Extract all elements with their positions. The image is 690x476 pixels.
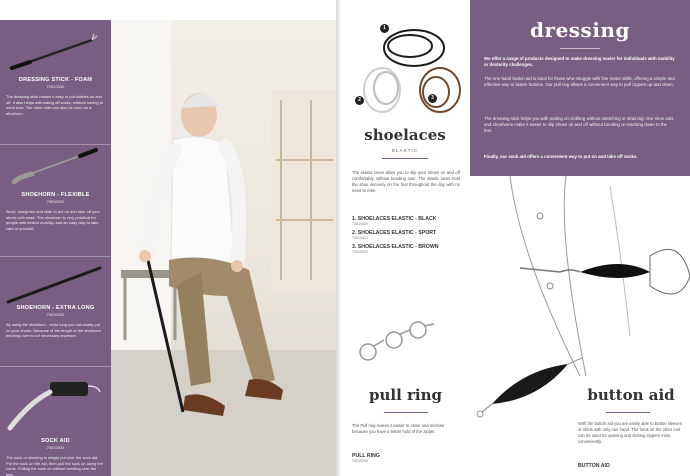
pull-ring-description: The Pull ring makes it easier to close and unclose because you have a better hold of the zipper.: [352, 423, 445, 434]
item-label: BUTTON AID: [578, 463, 610, 469]
item-description: The sock or stocking is simply put over the sock aid. Put the sock on the aid, then pull the sock on using the cords. Pulling the sock on without bending over the feet.: [6, 455, 103, 476]
shoehorn-long-image: [0, 258, 111, 308]
dressing-paragraph-1: We offer a range of products designed to make dressing easier for individuals with mobility or dexterity challenges.: [484, 56, 675, 67]
item-title: SHOEHORN - EXTRA LONG: [16, 305, 95, 311]
dressing-paragraph-2: The one-hand button aid is ideal for those who struggle with fine motor skills, offering a simple and effective way to fasten buttons. Our pull ring allows a convenient way to pull zippers up and down.: [484, 76, 675, 87]
item-code: 70010033: [46, 312, 65, 317]
shoelaces-description: The elastic laces allow you to slip your shoes on and off comfortably, without bending over. The elastic laces hold the shoe securely on the foot throughout the day with no need to retie.: [352, 170, 460, 193]
button-aid-item: [578, 463, 610, 469]
item-code: 70010020: [352, 222, 368, 226]
item-description: The dressing stick makes it easy to put clothes on and off. It also helps with taking off socks, without having to bend over. The other side can also be used as a shoehorn.: [6, 94, 104, 116]
sidebar-item-shoehorn-long: [0, 305, 111, 339]
shoelaces-title: shoelaces: [364, 126, 446, 144]
item-code: 70010040: [352, 459, 368, 463]
shoelaces-item-black: [352, 216, 462, 226]
shoehorn-flexible-image: [0, 144, 111, 194]
item-title: DRESSING STICK - FOAM: [18, 77, 93, 83]
item-description: Bend, straighten and slide to put on and take off your shoes with ease. The shoehorn is very practical for people with limited mobility, and an easy way to take care of yourself.: [6, 209, 100, 231]
right-page: [340, 0, 690, 476]
item-title: SOCK AID: [41, 438, 70, 444]
pull-ring-item: [352, 453, 380, 463]
dressing-title: dressing: [530, 18, 630, 42]
item-code: 70010031: [46, 199, 65, 204]
dressing-intro-box: [470, 0, 690, 176]
divider: [382, 158, 428, 159]
marker-2: 2: [355, 96, 364, 105]
shoelaces-item-sport: [352, 230, 462, 240]
item-label: 2. SHOELACES ELASTIC - SPORT: [352, 230, 437, 236]
item-label: PULL RING: [352, 453, 380, 459]
shoelaces-subtitle: ELASTIC: [392, 148, 418, 153]
item-title: SHOEHORN - FLEXIBLE: [21, 192, 90, 198]
sidebar-item-dressing-stick: [0, 77, 111, 116]
button-aid-title: button aid: [587, 386, 675, 404]
dressing-paragraph-3: The dressing stick helps you with putting on clothing without stretching or straining. Our shoe aids and shoehorns make it easier to slip shoes on and off without bending or reaching down to the feet.: [484, 116, 674, 133]
product-photo: [111, 20, 336, 476]
item-description: By using the shoehorn - extra long you can easily put on your shoes. Because of the length of the shoehorn bending over is not necessary anymore.: [6, 322, 101, 339]
divider: [560, 48, 600, 49]
shoelaces-item-brown: [352, 244, 462, 254]
item-code: 70010022: [352, 250, 368, 254]
item-code: 70010034: [46, 445, 65, 450]
dressing-stick-image: [0, 26, 111, 76]
divider: [0, 366, 111, 367]
divider: [384, 412, 428, 413]
man-with-shoehorn-illustration: [111, 20, 336, 476]
pull-ring-title: pull ring: [368, 386, 442, 404]
shirt-button-aid-illustration: [470, 176, 690, 376]
product-sidebar: [0, 20, 111, 476]
marker-3: 3: [428, 94, 437, 103]
item-label: 1. SHOELACES ELASTIC - BLACK: [352, 216, 437, 222]
item-label: 3. SHOELACES ELASTIC - BROWN: [352, 244, 439, 250]
sidebar-item-sock-aid: [0, 438, 111, 476]
marker-1: 1: [380, 24, 389, 33]
divider: [0, 256, 111, 257]
sidebar-item-shoehorn-flexible: [0, 192, 111, 231]
sock-aid-image: [0, 368, 111, 428]
divider: [606, 412, 650, 413]
button-aid-description: With the button aid you are easily able to button sleeves or shirts with only one hand. The hook on the other end can be used for opening and closing zippers more conveniently.: [578, 421, 682, 444]
item-code: 70010030: [46, 84, 65, 89]
button-aid-image: [472, 356, 582, 416]
dressing-paragraph-4: Finally, our sock aid offers a convenient way to put on and take off socks.: [484, 154, 638, 159]
item-code: 70010021: [352, 236, 368, 240]
shoelaces-image: [352, 18, 472, 128]
pull-rings-image: [354, 318, 464, 378]
left-page: [0, 0, 336, 476]
